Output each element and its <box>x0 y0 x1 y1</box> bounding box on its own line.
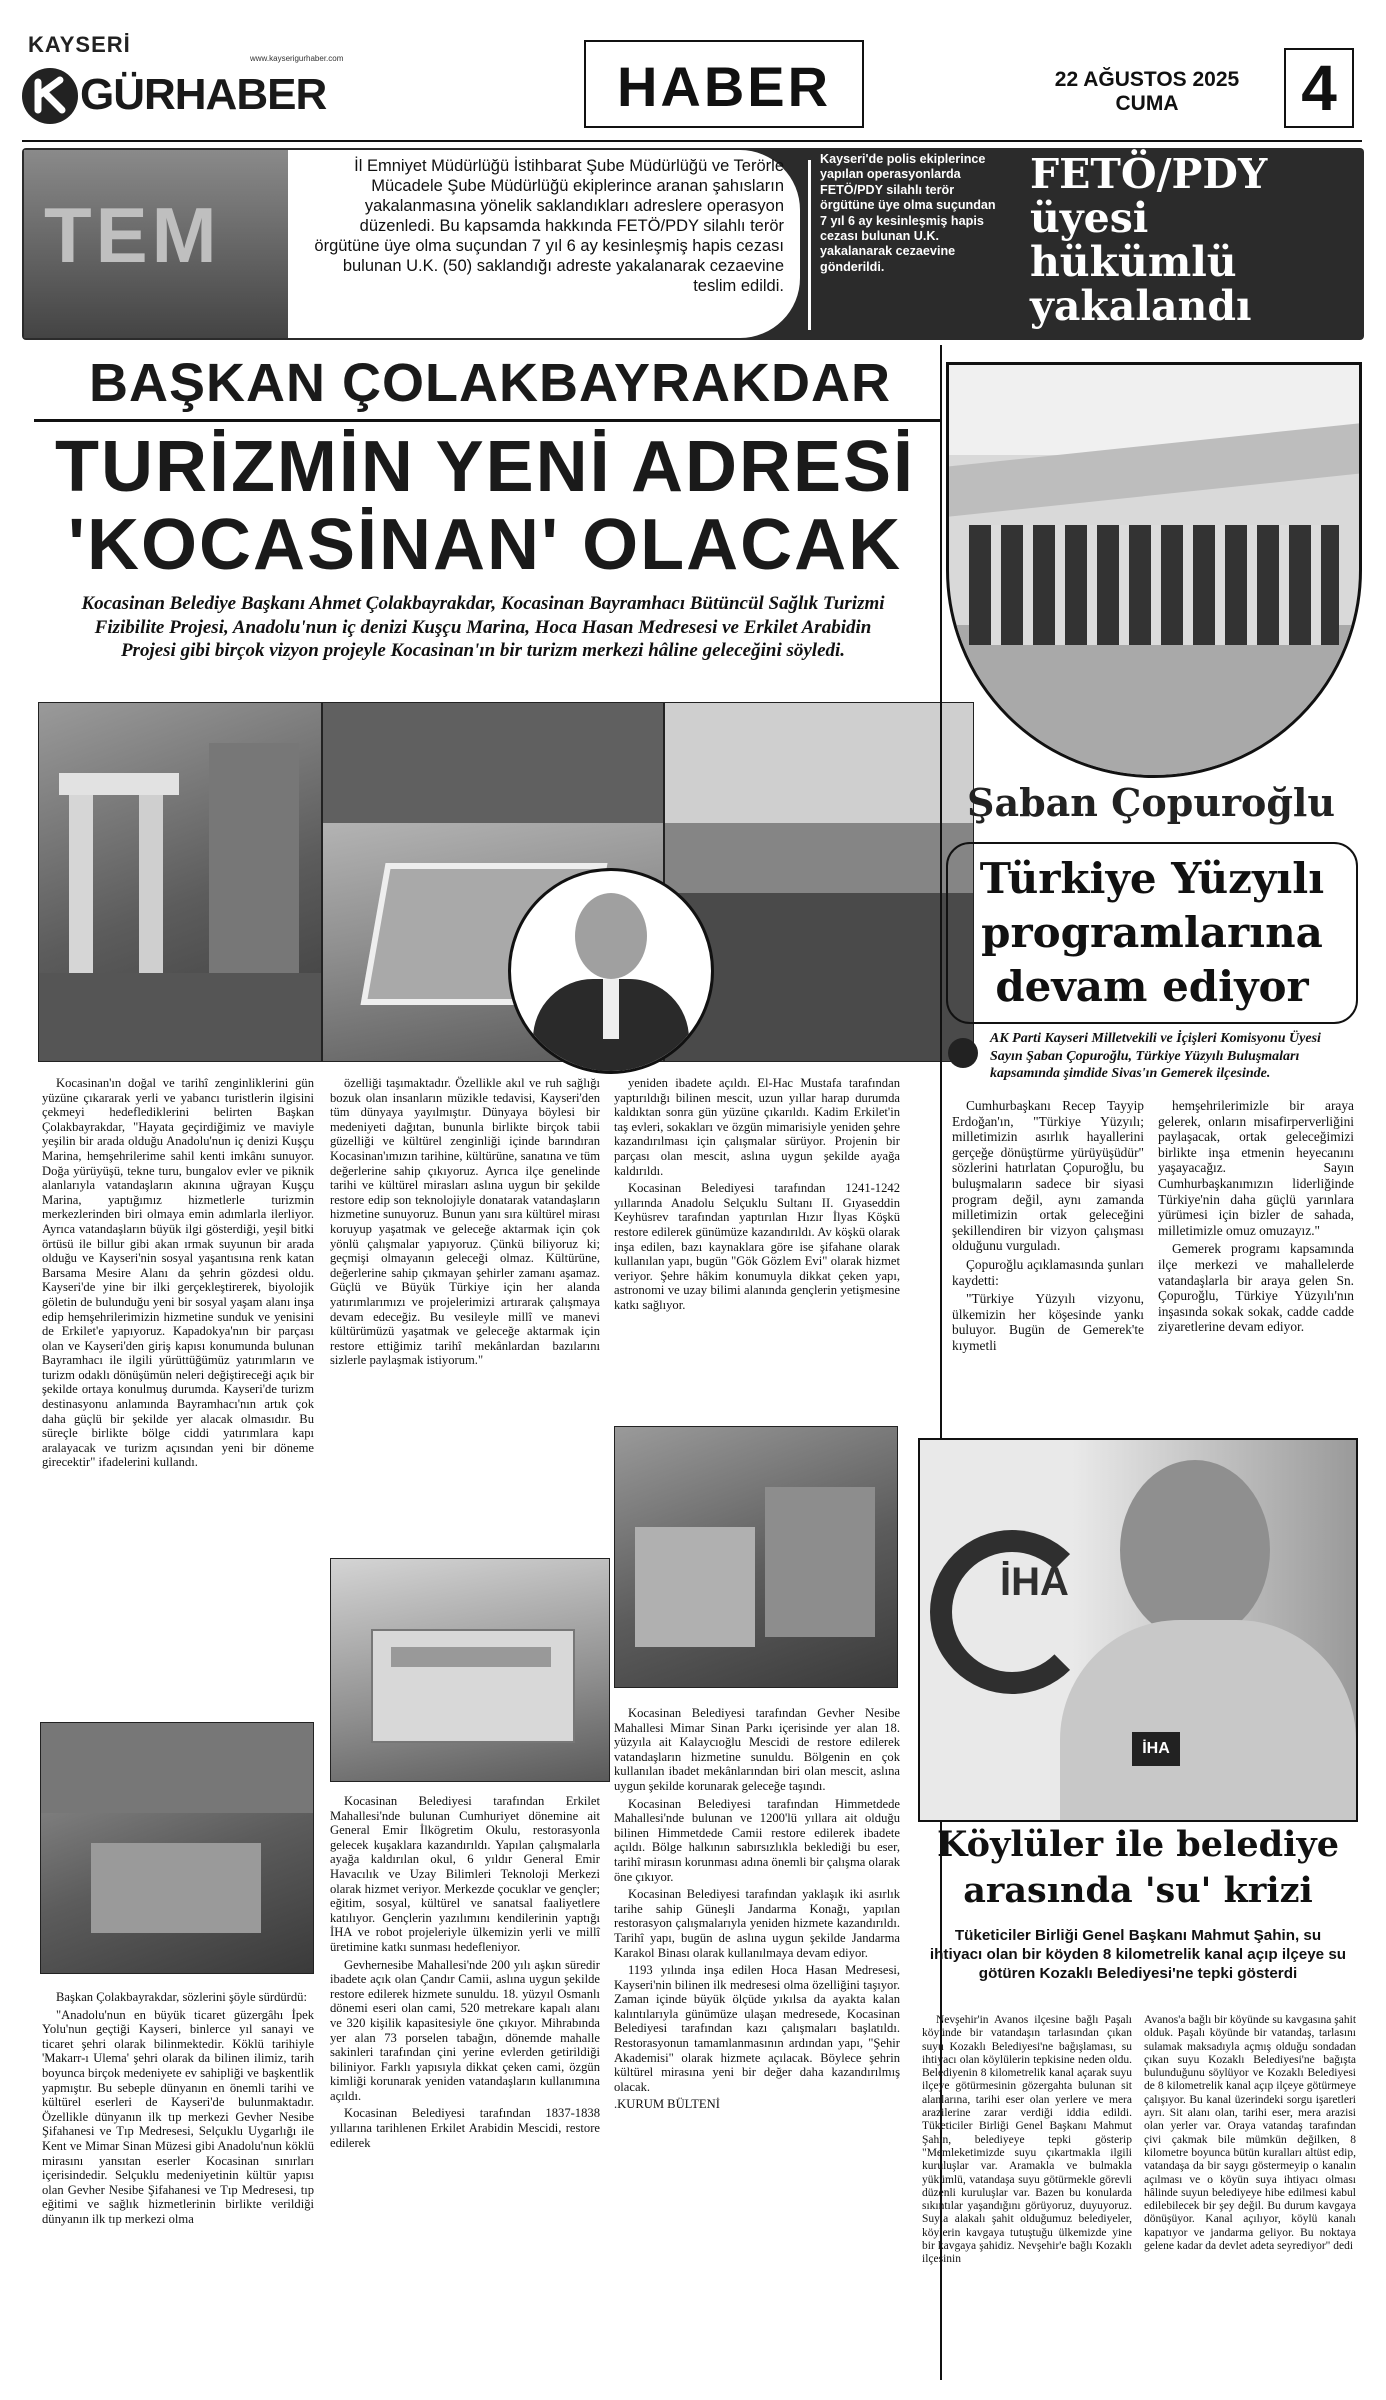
paragraph: özelliği taşımaktadır. Özellikle akıl ve ruh sağlığı bozuk olan insanların müzikle tedavisi, Kayseri'den tüm dünyaya yayılmıştır. Dünyaya böylesi bir medeniyeti dağıtan, bununla birlikte birçok tabii güzelliği ve kültürel zenginliği içinde barındıran Kocasinan'ımızın tarihine, kültürüne, sanatına ve tüm değerlerine sahip çıkıyoruz. Ayrıca ilçe genelinde tarihi ve kültürel mirasları aslına uygun bir şekilde restore edip son teknolojiyle donatarak vatandaşların hizmetine sunuyoruz. Bunun yanı sıra kültürel mirası koruyup yaşatmak ve geleceğe aktarmak için çok yönlü çalışmalar yapıyoruz. Çünkü biliyoruz ki; geçmişi olmayanın geleceği olmaz. Kültürüne, değerlerine sahip çıkmayan şehirler zamanı aşamaz. Güçlü ve Büyük Türkiye için her alanda yatırımlarımızı ve projelerimizi artırarak çalışmaya devam edeceğiz. Bu vesileyle millî ve manevi kültürümüzü yaşatmak ve geleceğe aktarmak için restore ettiğimiz tarihî mekânlardan bazılarını sizlerle paylaşmak istiyorum." <box>330 1076 600 1368</box>
paragraph: Kocasinan Belediyesi tarafından Himmetdede Mahallesi'nde bulunan ve 1200'lü yıllara ait olduğu bilinen Himmetdede Camii restore edilerek ibadete açıldı. Bölge halkının sabırsızlıkla beklediği bu eser, tarihî mirasın korunması adına önemli bir çalışma olarak öne çıkıyor. <box>614 1796 900 1884</box>
koy-headline-line2: arasında 'su' krizi <box>963 1870 1313 1911</box>
paragraph: "Türkiye Yüzyılı vizyonu, ülkemizin her köşesinde yankı buluyor. Bugün de Gemerek'te kıymetli <box>952 1291 1144 1353</box>
logo <box>22 28 372 128</box>
iha-logo: İHA <box>1000 1560 1069 1604</box>
main-col3-bottom <box>614 1706 900 2115</box>
photo-lake <box>664 702 974 1062</box>
paragraph: Kocasinan Belediyesi tarafından Gevher Nesibe Mahallesi Mimar Sinan Parkı içerisinde yer alan 18. yüzyıla ait Kalaycıoğlu Mescidi de restore edilerek vatandaşların hizmetine sunuldu. Bölgenin en çok kullanılan ibadet mekânlarından biri olan mescit, aslına uygun şekilde korunarak geleceğe taşındı. <box>614 1706 900 1793</box>
masthead <box>22 28 1362 138</box>
feto-headline <box>1030 152 1360 328</box>
logo-mark-icon <box>22 68 78 124</box>
copur-headline-box <box>946 842 1358 1024</box>
paragraph: Cumhurbaşkanı Recep Tayyip Erdoğan'ın, "Türkiye Yüzyılı; milletimizin asırlık hayallerini gerçeğe dönüştürme yürüyüşüdür" sözlerini hatırlatan Çopuroğlu, bu buluşmaların sadece bir siyasi program değil, aynı zamanda milletimizin ortak geleceğini şekillendiren bir vizyon çalışması olduğunu vurguladı. <box>952 1098 1144 1254</box>
main-headline-line2: 'KOCASİNAN' OLACAK <box>67 505 903 585</box>
interview-photo <box>918 1438 1358 1822</box>
photo-school-building <box>330 1558 610 1782</box>
photo-stone-houses <box>614 1426 898 1688</box>
paragraph: yeniden ibadete açıldı. El-Hac Mustafa tarafından yaptırıldığı bilinen mescit, uzun yıllar harap durumda kaldıktan sonra gün yüzüne çıkarıldı. Kadim Erkilet'in taş evleri, sokakları ve özgün mimarisiyle yeniden şehre kazandırılması için çalışmalar sürüyor. Projenin bir parçası olan mescit, aslına uygun şekilde ayağa kaldırıldı. <box>614 1076 900 1178</box>
main-kicker: BAŞKAN ÇOLAKBAYRAKDAR <box>88 353 892 413</box>
koy-col1 <box>922 2014 1132 2270</box>
photo-monument <box>38 702 322 1062</box>
section-box <box>584 40 864 128</box>
main-col1-bottom <box>42 1990 314 2230</box>
date: 22 AĞUSTOS 2025 <box>1054 68 1240 91</box>
kicker-underline <box>34 419 940 422</box>
mayor-portrait <box>508 868 714 1074</box>
main-col3-top <box>614 1076 900 1316</box>
paragraph: Gemerek programı kapsamında ilçe merkezi ve mahallelerde vatandaşlarla bir araya gelen Sn. Çopuroğlu, Türkiye Yüzyılı'nın inşasında sokak sokak, cadde cadde ziyaretlerine devam ediyor. <box>1158 1241 1354 1335</box>
feto-divider <box>808 160 811 330</box>
paragraph: Avanos'a bağlı bir köyünde su kavgasına şahit olduk. Paşalı köyünde bir vatandaş, tarlasını sulamak maksadıyla açmış olduğu sondadan çıkan suyu Kozaklı Belediyesi'ne bağışta bulunduğunu söylüyor ve Kozaklı Belediyesi de 8 kilometrelik kanal açıp ilçeye götürmeye çalışıyor. Bu kanal üzerindeki sorgu işaretleri ayrı. Sit alanı olan, tarihi eser, mera arazisi olan yerler var. Oraya vatandaş tarafından çivi çakmak bile mümkün değilken, 8 kilometre boyunca bütün kuralları altüst edip, vatandaşa da bir saygı göstermeyip o kanalın açılması ve o köyün suya ihtiyacı olması hâlinde suyun belediyeye hibe edilmesi kabul edilebilecek bir şey değil. Bu durum kavgaya dönüşüyor. Kanal açılıyor, köylü kanalı kapatıyor ve jandarma geliyor. Bu noktaya gelene kadar da devlet adeta seyrediyor" dedi <box>1144 2014 1357 2253</box>
masthead-divider <box>22 140 1362 142</box>
paragraph: 1193 yılında inşa edilen Hoca Hasan Medresesi, Kayseri'nin bilinen ilk medresesi olma özelliğini taşıyor. Zaman içinde büyük ölçüde yıkılsa da ayakta kalan kalıntılarıyla günümüze ulaşan medresede, Kocasinan Belediyesi tarafından kazı çalışmaları başlatıldı. Restorasyonun tamamlanmasının ardından yapı, "Şehir Akademisi" olarak hizmete açılacak. Böylece şehrin kültürel mirasına yeni bir değer daha kazandırılmış olacak. <box>614 1963 900 2094</box>
page-number: 4 <box>1284 48 1354 128</box>
koy-lead: Tüketiciler Birliği Genel Başkanı Mahmut Şahin, su ihtiyacı olan bir köyden 8 kilometrelik kanal açıp ilçeye su götüren Kozaklı Belediyesi'ne tepki gösterdi <box>929 1927 1347 1982</box>
main-col2-top <box>330 1076 600 1371</box>
paragraph: Kocasinan Belediyesi tarafından 1241-1242 yıllarında Anadolu Selçuklu Sultanı II. Gıyaseddin Keyhüsrev tarafından yaptırılan Hızır İlyas Köşkü restore edilerek günümüze kazandırıldı. Av köşkü olarak inşa edilen, bazı kaynaklara göre ise şifahane olarak kullanılan yapı, bugün "Gök Gözlem Evi" olarak hizmet veriyor. Şehre hâkim konumuyla dikkat çeken yapı, astronomi ve uzay bilimi alanında gençlerin yetişmesine katkı sağlıyor. <box>614 1181 900 1312</box>
feto-headline-line: üyesi <box>1030 194 1149 242</box>
paragraph: Nevşehir'in Avanos ilçesine bağlı Paşalı köyünde bir vatandaşın tarlasından çıkan suyu Kozaklı Belediyesi'ne bağışlaması, su ihtiyacı olan köylülerin tepkisine neden oldu. Belediyenin 8 kilometrelik kanal açarak suyu ilçeye götürmesinin gözergahta bulunan sit alanlarına, tarihi eser olan yerlere ve mera arazilerine zarar verdiği iddia edildi. Tüketiciler Birliği Genel Başkanı Mahmut Şahin, belediyeye tepki gösterip "Memleketimizde suyu çıkartmakla ilgili kuruluşlar var. Aramakla ve bulmakla yükümlü, vatandaşa suyu götürmekle görevli düzenli kuruluşlar var. Bazen bu konularda sıkıntılar yaşandığını görüyoruz, duyuyoruz. Suyla alakalı şahit olduğumuz belediyeler, köylerin kavgaya tutuştuğu ülkemizde yine bir kavgaya şahidiz. Nevşehir'e bağlı Kozaklı ilçesinin <box>922 2014 1132 2266</box>
feto-image-text: TEM <box>44 191 221 279</box>
group-photo-frame <box>946 362 1362 778</box>
koy-headline-line1: Köylüler ile belediye <box>937 1824 1339 1865</box>
paragraph: Kocasinan'ın doğal ve tarihî zenginliklerini gün yüzüne çıkararak yerli ve yabancı turistlerin ilgisini çekmeyi hedeflediklerini belirten Başkan Çolakbayrakdar, "Hayata geçirdiğimiz ve maviyle yeşilin bir arada olduğu Anadolu'nun iç denizi Kuşçu Marina, hemşehrilerime sahil kenti imkânı sunuyor. Doğa yürüyüşü, tekne turu, bungalov evler ve piknik alanlarıyla vatandaşların akınına uğrayan Kuşçu Marina, yaptığımız hizmetlerle turizmin merkezlerinden biri olmaya emin adımlarla ilerliyor. Ayrıca vatandaşların büyük ilgi gösterdiği, yeşil bitki örtüsü ile billur gibi akan ırmak suyunun bir arada olduğu ve Kayseri'nin sosyal yaşantısına renk katan Barsama Mesire Alanı da şehrin gözdesi oldu. Kayseri'de yine bir ilki gerçekleştirerek, biyolojik göletin de bulunduğu yeni bir sosyal yaşam alanı inşa edip hemşehrilerimizin hizmetine sunduk ve yenisini de Erkilet'e yapıyoruz. Kapadokya'nın bir parçası olan ve Kayseri'den giriş kapısı konumunda bulunan Bayramhacı ile ilgili yürüttüğümüz yatırımların ve turizm odaklı dönüşümün neleri değiştireceği açık bir şekilde ortaya konulmuş durumda. Kayseri'de turizm destinasyonu anlamında Bayramhacı'nın artık çok daha güçlü bir şekilde yer alacak olmasıdır. Bu süreçle birlikte bölge ciddi yatırımlara kapı aralayacak ve turizm açısından yeni bir döneme girecektir" ifadelerini kullandı. <box>42 1076 314 1470</box>
feto-body: İl Emniyet Müdürlüğü İstihbarat Şube Müdürlüğü ve Terörle Mücadele Şube Müdürlüğü ekiplerince aranan şahısların yakalanmasına yönelik saklandıkları adreslere operasyon düzenledi. Bu kapsamda hakkında FETÖ/PDY silahlı terör örgütüne üye olma suçundan 7 yıl 6 ay kesinleşmiş hapis cezası bulunan U.K. (50) saklandığı adreste yakalanarak cezaevine teslim edildi. <box>314 157 784 295</box>
copur-name: Şaban Çopuroğlu <box>967 780 1335 825</box>
copur-headline-line: devam ediyor <box>995 962 1309 1011</box>
feto-headline-line: yakalandı <box>1030 282 1252 330</box>
paragraph: Kocasinan Belediyesi tarafından yaklaşık iki asırlık tarihe sahip Güneşli Jandarma Konağı, yapılan restorasyon çalışmalarıyla yeniden hizmete kazandırıldı. Tarihî yapı, bugün de aslına uygun şekilde Jandarma Karakol Binası olarak kullanılmaya devam ediyor. <box>614 1887 900 1960</box>
paragraph: Kocasinan Belediyesi tarafından Erkilet Mahallesi'nde bulunan Cumhuriyet dönemine ait General Emir İlkögretim Okulu, restorasyonla gelecek kuşaklara kazandırıldı. Yapılan çalışmalarla ayağa kaldırılan okul, 6 yıldır General Emir Havacılık ve Uzay Bilimleri Teknoloji Merkezi olarak hizmet veriyor. Merkezde çocuklar ve gençler; eğitim, sosyal, kültürel ve sanatsal faaliyetlere katılıyor. Gençlerin yazılımını kendilerinin yaptığı İHA ve robot projeleriyle ülkemizin yerli ve millî üretimine katkı sunması hedefleniyor. <box>330 1794 600 1954</box>
main-col1-top <box>42 1076 314 1473</box>
copur-col1 <box>952 1098 1144 1357</box>
koy-col2 <box>1144 2014 1356 2256</box>
copur-headline-line: Türkiye Yüzyılı <box>979 854 1325 903</box>
main-headline-line1: TURİZMİN YENİ ADRESİ <box>54 427 916 507</box>
copur-lead: AK Parti Kayseri Milletvekili ve İçişleri Komisyonu Üyesi Sayın Şaban Çopuroğlu, Türkiye Yüzyılı Buluşmaları kapsamında şimdide Sivas'ın Gemerek ilçesinde. <box>990 1031 1321 1081</box>
website[interactable]: www.kayserigurhaber.com <box>250 54 344 63</box>
paragraph: hemşehrilerimizle bir araya gelerek, onların misafirperverliğini paylaşacak, ortak geleceğimizi birlikte inşa etmenin heyecanını yaşayacağız. Sayın Cumhurbaşkanımızın liderliğinde Türkiye'nin daha güçlü yarınlara yürümesi için bizler de sahada, milletimizle omuz omuzayız." <box>1158 1098 1354 1238</box>
brand-small: KAYSERİ <box>28 32 131 57</box>
main-col2-bottom <box>330 1794 600 2153</box>
photo-village-aerial <box>40 1722 314 1974</box>
source-credit: .KURUM BÜLTENİ <box>614 2097 720 2112</box>
feto-image <box>24 150 324 338</box>
copur-headline-line: programlarına <box>981 908 1323 957</box>
main-lead: Kocasinan Belediye Başkanı Ahmet Çolakbayrakdar, Kocasinan Bayramhacı Bütüncül Sağlık Turizmi Fizibilite Projesi, Anadolu'nun iç denizi Kuşçu Marina, Hoca Hasan Medresesi ve Erkilet Arabidin Projesi gibi birçok vizyon projeyle Kocasinan'ın bir turizm merkezi hâline geleceğini söyledi. <box>81 593 885 661</box>
copur-col2 <box>1158 1098 1354 1338</box>
paragraph: "Anadolu'nun en büyük ticaret güzergâhı İpek Yolu'nun geçtiği Kayseri, binlerce yıl sanayi ve ticaret şehri olarak bilinmektedir. Köklü tarihiyle 'Makarr-ı Ulema' şehri olarak da bilinen ilimiz, tarih boyunca birçok medeniyete ev sahipliği ve başkentlik yapmıştır. Bu sebeple dünyanın en önemli tarihi ve kültürel eserleri de Kayseri'de bulunmaktadır. Özellikle dünyanın ilk tıp merkezi Gevher Nesibe Şifahanesi ve Tıp Medresesi, Selçuklu Uygarlığı ile Kent ve Mimar Sinan Müzesi gibi Anadolu'nun köklü mirasını yansıtan eserler Kocasinan sınırları içerisindedir. Selçuklu medeniyetinin kültür yapısı olan Gevher Nesibe Şifahanesi ve Tıp Medresesi, tıp eğitimi ve sağlık hizmetlerinin birlikte verildiği dünyanın ilk tıp merkezi olma <box>42 2007 314 2226</box>
paragraph: Gevhernesibe Mahallesi'nde 200 yılı aşkın süredir ibadete açık olan Çandır Camii, aslına uygun şekilde restore edilerek hizmete sunuldu. 18. yüzyıl Osmanlı dönemi eseri olan cami, 520 metrekare kapalı alanı ve 320 kişilik kapasitesiyle öne çıkıyor. Mihrabında yer alan 73 porselen tabağın, dönemde mahalle sakinleri tarafından çini yerine evlerden getirildiği biliniyor. Farklı yapısıyla dikkat çeken cami, özgün kimliği korunarak yeniden vatandaşların kullanımına açıldı. <box>330 1957 600 2103</box>
iha-badge: İHA <box>1132 1732 1180 1766</box>
day: CUMA <box>1115 92 1179 115</box>
feto-headline-line: FETÖ/PDY <box>1030 150 1268 198</box>
feto-headline-line: hükümlü <box>1030 238 1237 286</box>
paragraph: Çopuroğlu açıklamasında şunları kaydetti: <box>952 1256 1144 1288</box>
paragraph: Kocasinan Belediyesi tarafından 1837-1838 yıllarına tarihlenen Erkilet Arabidin Mescidi, restore edilerek <box>330 2106 600 2150</box>
feto-summary: Kayseri'de polis ekiplerince yapılan operasyonlarda FETÖ/PDY silahlı terör örgütüne üye olma suçundan 7 yıl 6 ay kesinleşmiş hapis cezası bulunan U.K. yakalanarak cezaevine gönderildi. <box>820 152 996 274</box>
section-title: HABER <box>616 55 832 118</box>
bullet-icon <box>948 1038 978 1068</box>
brand: GÜRHABER <box>80 70 327 119</box>
paragraph: Başkan Çolakbayrakdar, sözlerini şöyle sürdürdü: <box>56 1990 307 2004</box>
